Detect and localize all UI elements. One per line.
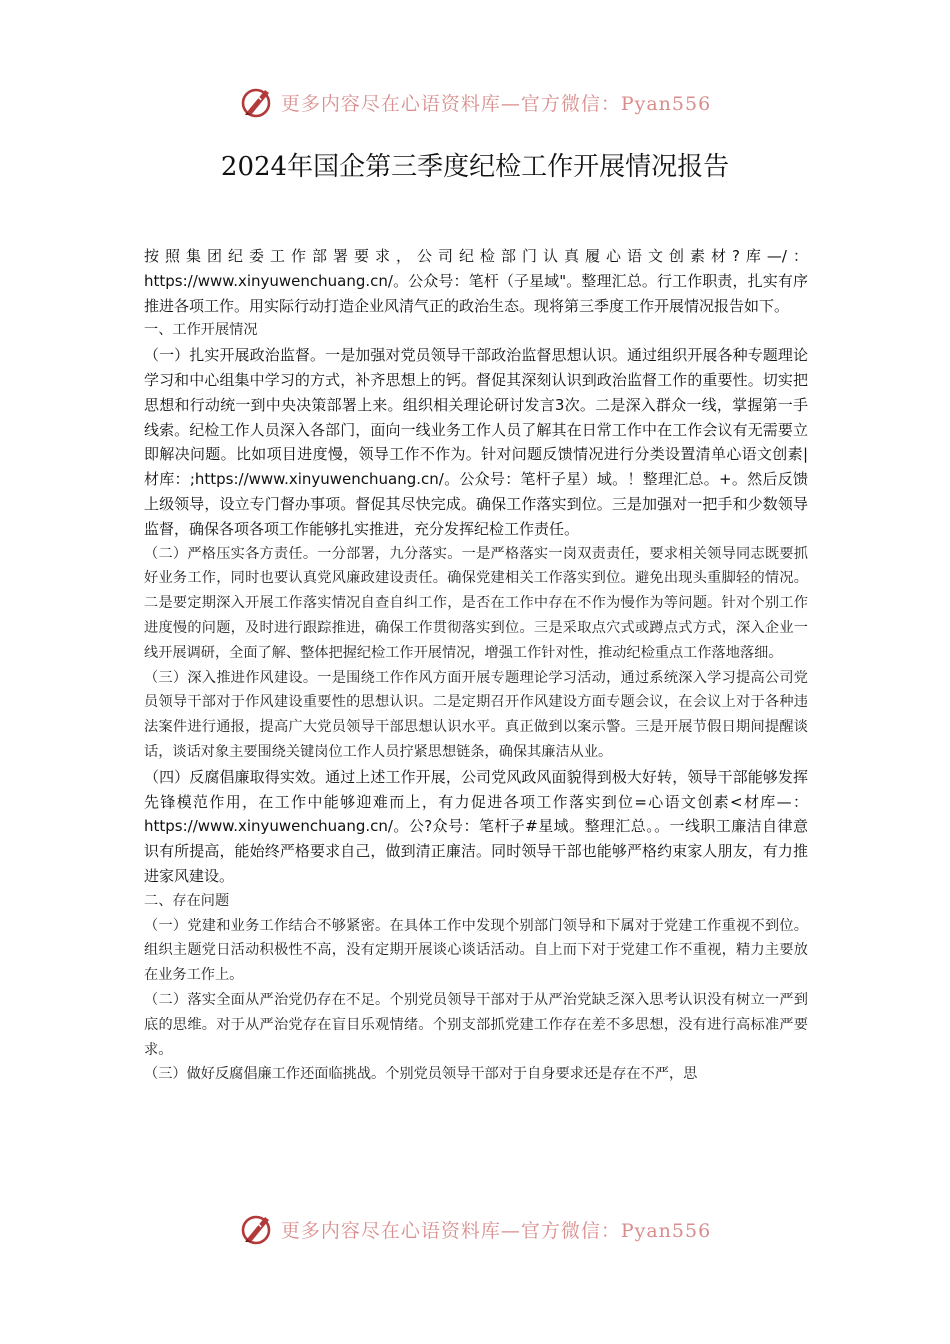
banner-inner	[239, 84, 711, 120]
paragraph-problem-three: （三）做好反腐倡廉工作还面临挑战。个别党员领导干部对于自身要求还是存在不严，思	[144, 1066, 698, 1083]
document-title: 2024年国企第三季度纪检工作开展情况报告	[220, 152, 730, 182]
paragraph-problem-one: （一）党建和业务工作结合不够紧密。在具体工作中发现个别部门领导和下属对于党建工作重视不到位。组织主题党日活动积极性不高，没有定期开展谈心谈话活动。自上而下对于党建工作不重视，精力主要放在业务工作上。	[144, 917, 808, 984]
banner-inner	[239, 1211, 711, 1247]
banner-text: 更多内容尽在心语资料库—官方微信：Pyan556	[280, 92, 712, 115]
paragraph-anti-corruption: （四）反腐倡廉取得实效。通过上述工作开展，公司党风政风面貌得到极大好转，领导干部能够发挥先锋模范作用，在工作中能够迎难而上，有力促进各项工作落实到位=心语文创素<材库—：https://www.xinyuwenchuang.cn/。公?众号：笔杆子#星域。整理汇总。。一线职工廉洁自律意识有所提高，能始终严格要求自己，做到清正廉洁。同时领导干部也能够严格约束家人朋友，有力推进家风建设。	[144, 767, 808, 885]
paragraph-political-supervision: （一）扎实开展政治监督。一是加强对党员领导干部政治监督思想认识。通过组织开展各种专题理论学习和中心组集中学习的方式，补齐思想上的钙。督促其深刻认识到政治监督工作的重要性。切实把思想和行动统一到中央决策部署上来。组织相关理论研讨发言3次。二是深入群众一线，掌握第一手线索。纪检工作人员深入各部门，面向一线业务工作人员了解其在日常工作中在工作会议有无需要立即解决问题。比如项目进度慢，领导工作不作为。针对问题反馈情况进行分类设置清单心语文创素|材库：;https://www.xinyuwenchuang.cn/。公众号：笔杆子星）域。！整理汇总。+。然后反馈上级领导，设立专门督办事项。督促其尽快完成。确保工作落实到位。三是加强对一把手和少数领导监督，确保各项各项工作能够扎实推进，充分发挥纪检工作责任。	[144, 346, 808, 538]
banner-text: 更多内容尽在心语资料库—官方微信：Pyan556	[280, 1219, 712, 1242]
section-heading-problems: 二、存在问题	[144, 892, 230, 909]
intro-paragraph: 按照集团纪委工作部署要求，公司纪检部门认真履心语文创素材?库—/：https://www.xinyuwenchuang.cn/。公众号：笔杆（子星域"。整理汇总。行工作职责，扎实有序推进各项工作。用实际行动打造企业风清气正的政治生态。现将第三季度工作开展情况报告如下。	[144, 247, 808, 315]
header-watermark-banner	[0, 80, 950, 124]
footer-watermark-banner	[0, 1207, 950, 1251]
paragraph-problem-two: （二）落实全面从严治党仍存在不足。个别党员领导干部对于从严治党缺乏深入思考认识没有树立一严到底的思维。对于从严治党存在盲目乐观情绪。个别支部抓党建工作存在差不多思想，没有进行高标准严要求。	[144, 991, 808, 1058]
pen-swirl-logo-icon	[239, 1211, 275, 1247]
paragraph-work-style: （三）深入推进作风建设。一是围绕工作作风方面开展专题理论学习活动，通过系统深入学习提高公司党员领导干部对于作风建设重要性的思想认识。二是定期召开作风建设方面专题会议，在会议上对于各种违法案件进行通报，提高广大党员领导干部思想认识水平。真正做到以案示警。三是开展节假日期间提醒谈话，谈话对象主要围绕关键岗位工作人员拧紧思想链条，确保其廉洁从业。	[144, 669, 808, 760]
section-heading-work-progress: 一、工作开展情况	[144, 322, 258, 339]
paragraph-responsibility: （二）严格压实各方责任。一分部署，九分落实。一是严格落实一岗双责责任，要求相关领导同志既要抓好业务工作，同时也要认真党风廉政建设责任。确保党建相关工作落实到位。避免出现头重脚轻的情况。二是要定期深入开展工作落实情况自查自纠工作，是否在工作中存在不作为慢作为等问题。针对个别工作进度慢的问题，及时进行跟踪推进，确保工作贯彻落实到位。三是采取点穴式或蹲点式方式，深入企业一线开展调研，全面了解、整体把握纪检工作开展情况，增强工作针对性，推动纪检重点工作落地落细。	[144, 545, 808, 661]
document-body	[144, 244, 808, 1087]
pen-swirl-logo-icon	[239, 84, 275, 120]
